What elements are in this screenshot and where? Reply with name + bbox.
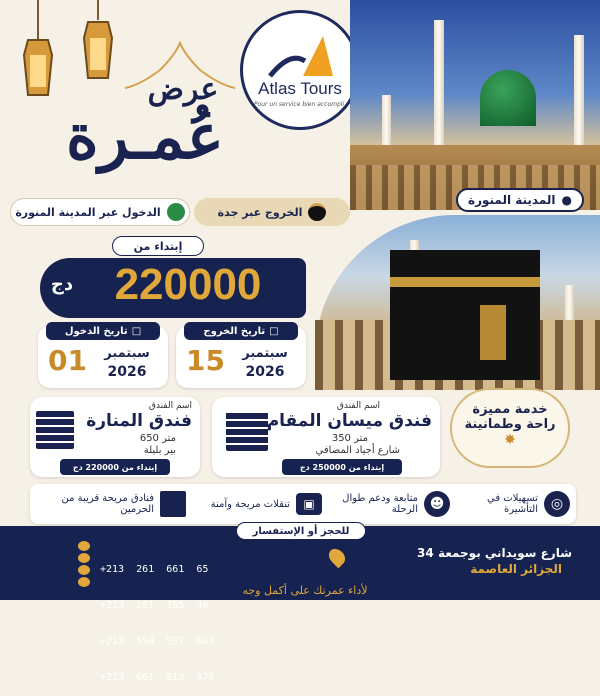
hotel-name: فندق المنارة	[86, 411, 192, 431]
exit-chip	[194, 198, 350, 226]
hotel-card-maqam	[212, 397, 440, 477]
service-text: تنقلات مريحة وآمنة	[210, 498, 290, 510]
badge-line1: خدمة مميزة	[472, 402, 548, 417]
phone-icon	[78, 553, 90, 563]
price-from-label: إبتداء من	[112, 236, 204, 256]
brand-tagline: Pour un service bien accompli.	[253, 101, 347, 108]
support-agent-icon: ☻	[424, 491, 450, 517]
madinah-location-badge	[456, 188, 584, 212]
brand-logo	[240, 10, 360, 130]
hotel-name: فندق ميسان المقام	[266, 411, 432, 431]
green-dome-icon	[167, 203, 185, 221]
brand-name: Atlas Tours	[258, 79, 342, 98]
hotel-distance: 650 متر	[139, 433, 176, 444]
hotel-building-icon	[226, 411, 268, 451]
madinah-label: المدينة المنورة	[467, 193, 556, 207]
hotel-detail: بير بليلة	[143, 445, 176, 456]
exit-date-day: 15	[186, 344, 225, 377]
bus-icon: ▣	[296, 493, 322, 515]
hotel-building-icon	[36, 411, 74, 449]
hotel-caption: اسم الفندق	[336, 401, 380, 411]
offer-label: عرض	[147, 72, 219, 107]
phone-icon	[78, 577, 90, 587]
entry-date-year: 2026	[107, 364, 147, 380]
phone-list	[100, 540, 280, 696]
phone-number[interactable]: +213 261 661 65	[100, 564, 209, 575]
location-pin-icon: ●	[561, 193, 573, 207]
service-text: متابعة ودعم طوال الرحلة	[342, 493, 418, 515]
service-item	[196, 488, 322, 520]
entry-date-month: سبتمبر	[104, 346, 150, 361]
entry-date-day: 01	[48, 344, 87, 377]
globe-icon: ◎	[544, 491, 570, 517]
entry-chip-label: الدخول عبر المدينة المنورة	[15, 205, 161, 219]
hotel-icon	[160, 491, 186, 517]
lantern-decoration	[20, 0, 120, 115]
address-line2: الجزائر العاصمة	[470, 562, 562, 576]
service-text: تسهيلات في التأشيرة	[486, 493, 538, 515]
exit-date-year: 2026	[245, 364, 285, 380]
calendar-icon: □	[131, 325, 142, 337]
hotel-distance: 350 متر	[331, 433, 368, 444]
logo-mountain-icon	[265, 31, 341, 81]
phone-icons	[78, 541, 94, 587]
hotel-price: إبتداء من 220000 دج	[60, 459, 170, 475]
exit-date-label: تاريخ الخروج	[203, 325, 266, 337]
exit-chip-label: الخروج عبر جدة	[217, 205, 303, 219]
kaaba-photo	[315, 215, 600, 390]
service-item	[460, 488, 570, 520]
entry-date-header	[46, 322, 160, 340]
phone-number[interactable]: +213 550 937 688	[100, 636, 215, 647]
contact-header: للحجز أو الإستفسار	[236, 522, 366, 540]
phone-number[interactable]: +213 661 919 979	[100, 672, 215, 683]
entry-date-card	[38, 326, 168, 388]
hotel-card-manara	[30, 397, 200, 477]
calendar-icon: □	[269, 325, 279, 337]
exit-date-month: سبتمبر	[242, 346, 288, 361]
exit-date-header	[184, 322, 298, 340]
exit-date-card	[176, 326, 306, 388]
service-item	[330, 488, 450, 520]
footer-slogan: لأداء عمرتك على أكمل وجه	[242, 584, 368, 597]
service-text: فنادق مريحة قريبة من الحرمين	[61, 493, 154, 515]
star-ornament-icon: ✸	[504, 432, 516, 448]
entry-chip	[10, 198, 190, 226]
entry-date-label: تاريخ الدخول	[64, 325, 128, 337]
phone-number[interactable]: +213 201 155 40	[100, 600, 209, 611]
service-badge	[450, 388, 570, 468]
service-item	[46, 488, 186, 520]
madinah-mosque-photo	[350, 0, 600, 210]
price-currency: دج	[50, 274, 74, 295]
address-line1: 34 شارع سويداني بوجمعة	[417, 546, 572, 560]
badge-line2: راحة وطمانينة	[464, 417, 556, 432]
hotel-caption: اسم الفندق	[148, 401, 192, 411]
offer-title: عُمـرة	[66, 100, 224, 173]
phone-icon	[78, 541, 90, 551]
kaaba-icon	[308, 203, 326, 221]
price-amount: 220000	[114, 260, 262, 309]
hotel-detail: شارع أجياد المصافي	[315, 445, 400, 456]
hotel-price: إبتداء من 250000 دج	[282, 459, 402, 475]
phone-icon	[78, 565, 90, 575]
